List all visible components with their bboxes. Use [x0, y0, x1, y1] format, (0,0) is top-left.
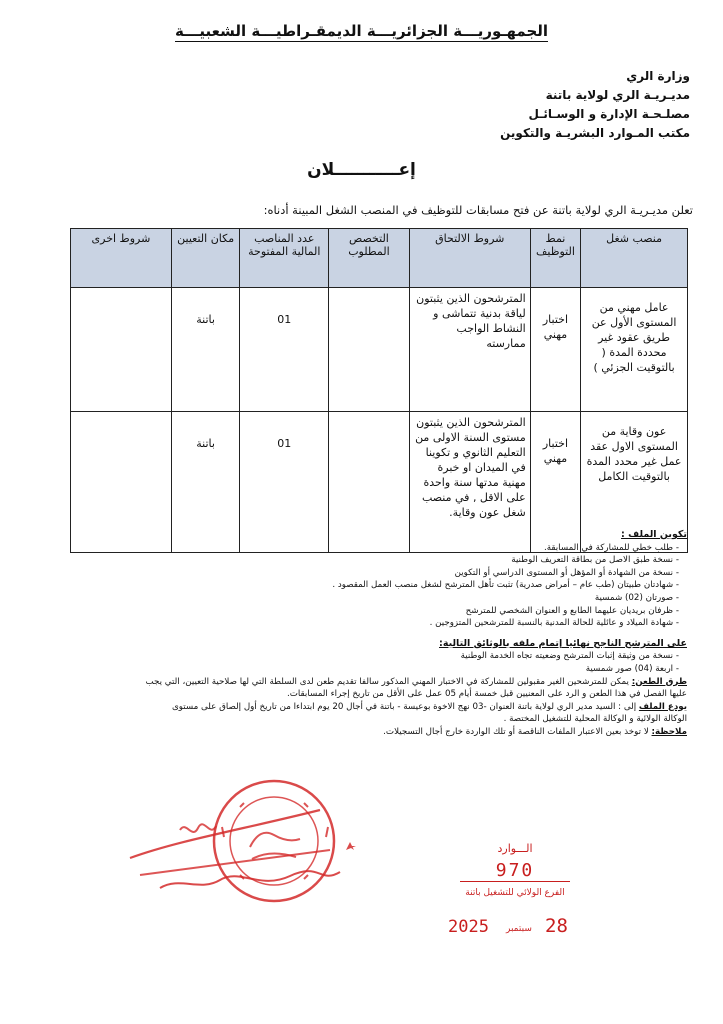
directorate-name: مديـريـة الري لولاية باتنة — [545, 88, 690, 102]
cell-post: عامل مهني من المستوى الأول عن طريق عقود غير محددة المدة ( بالتوقيت الجزئي ) — [581, 288, 688, 412]
note-label: ملاحظة: — [651, 726, 687, 737]
cell-count: 01 — [240, 288, 329, 412]
service-name: مصلـحـة الإدارة و الوسـائـل — [528, 107, 690, 121]
list-item: - شهادتان طبيتان (طب عام – أمراض صدرية) تثبت تأهل المترشح لشغل منصب العمل المقصود . — [332, 580, 679, 591]
incoming-number: 970 — [460, 860, 570, 882]
cell-place: باتنة — [171, 412, 240, 553]
date-stamp — [448, 915, 568, 943]
deposit-paragraph — [47, 701, 687, 714]
intro-text: تعلن مديـريـة الري لولاية باتنة عن فتح مسابقات للتوظيف في المنصب الشغل المبينة أدناه: — [263, 203, 693, 217]
announcement-title: إعـــــــــــلان — [307, 160, 416, 180]
list-item: - شهادة الميلاد و عائلية للحالة المدنية بالنسبة للمترشحين المتزوجين . — [429, 618, 679, 629]
col-header-post: منصب شغل — [581, 229, 688, 288]
col-header-count: عدد المناصب المالية المفتوحة — [240, 229, 329, 288]
incoming-mail-stamp — [440, 842, 590, 912]
director-signature — [120, 780, 360, 910]
col-header-place: مكان التعيين — [171, 229, 240, 288]
incoming-office: الفرع الولائي للتشغيل باتنة — [465, 888, 565, 898]
note-text: لا توخذ بعين الاعتبار الملفات الناقصة أو تلك الواردة خارج أجال التسجيلات. — [383, 726, 652, 737]
date-year: 2025 — [448, 917, 489, 937]
list-item: - طلب خطي للمشاركة في المسابقة. — [543, 542, 679, 553]
cell-post: عون وقاية من المستوى الاول عقد عمل غير محدد المدة بالتوقيت الكامل — [581, 412, 688, 553]
administration-block — [370, 67, 690, 143]
deposit-label: يودع الملف — [638, 701, 687, 712]
list-item: - ظرفان بريديان عليهما الطابع و العنوان الشخصي للمترشح — [465, 605, 679, 616]
appeal-label: طرق الطعن: — [631, 676, 687, 687]
deposit-text-continued: الوكالة الولائية و الوكالة المحلية للتشغيل المختصة . — [503, 714, 687, 725]
appeal-paragraph — [47, 676, 687, 689]
list-item: - نسخة من وثيقة إثبات المترشح وضعيته تجاه الخدمة الوطنية — [460, 651, 679, 662]
cell-mode: اختبار مهني — [530, 288, 580, 412]
appeal-text: يمكن للمترشحين الغير مقبولين للمشاركة في الاختبار المهني المذكور سالفا تقديم طعن لدى السلطة التي لها صلاحية التعيين، التي يجب — [145, 676, 632, 687]
list-item: - نسخة طبق الاصل من بطاقة التعريف الوطنية — [511, 555, 679, 566]
date-month: سبتمبر — [506, 924, 532, 934]
list-item: - صورتان (02) شمسية — [594, 592, 679, 603]
note-paragraph — [47, 726, 687, 739]
appeal-text-continued: عليها الفصل في هذا الطعن و الرد على المعنيين قبل خمسة أيام 05 عمل على الأقل من تاريخ إجراء المسابقات. — [286, 689, 687, 700]
col-header-other: شروط اخرى — [71, 229, 172, 288]
col-header-mode: نمط التوظيف — [530, 229, 580, 288]
cell-conditions: المترشحون الذين يثبتون لياقة بدنية تتماشى و النشاط الواجب ممارسته — [409, 288, 530, 412]
col-header-conditions: شروط الالتحاق — [409, 229, 530, 288]
list-item: - اربعة (04) صور شمسية — [585, 663, 679, 674]
file-section-title: تكوين الملف : — [621, 529, 687, 540]
conditions-sections — [47, 529, 687, 739]
cell-conditions: المترشحون الذين يثبتون مستوى السنة الاولى من التعليم الثانوي و تكوينا في الميدان او خبرة مهنية مدتها سنة واحدة على الاقل , في منصب شغل عون وقاية. — [409, 412, 530, 553]
table-row — [71, 288, 688, 412]
table-header-row — [71, 229, 688, 288]
ministry-name: وزارة الري — [626, 69, 690, 83]
cell-place: باتنة — [171, 288, 240, 412]
col-header-specialty: التخصص المطلوب — [329, 229, 410, 288]
incoming-stamp-header: الـــوارد — [497, 842, 533, 855]
cell-specialty — [329, 288, 410, 412]
deposit-text: إلى : السيد مدير الري لولاية باتنة العنوان -03 نهج الاخوة بوعيسة - باتنة في أجال 20 يوم ابتداءا من تاريخ أول إلصاق على مستوى — [171, 701, 639, 712]
winner-section-title: على المترشح الناجح نهائيا إتمام ملفه بالوثائق التالية: — [439, 637, 687, 649]
spacer — [47, 630, 687, 638]
date-day: 28 — [545, 915, 568, 937]
list-item: - نسخة من الشهادة أو المؤهل أو المستوى الدراسي أو التكوين — [454, 567, 679, 578]
office-name: مكتب المـوارد البشريـة والتكوين — [500, 126, 690, 140]
cell-other — [71, 288, 172, 412]
cell-mode: اختبار مهني — [530, 412, 580, 553]
republic-heading: الجمهـوريـــة الجزائريـــة الديمقـراطيـــة الشعبيـــة — [174, 22, 549, 40]
cell-count: 01 — [240, 412, 329, 553]
positions-table — [70, 228, 688, 553]
